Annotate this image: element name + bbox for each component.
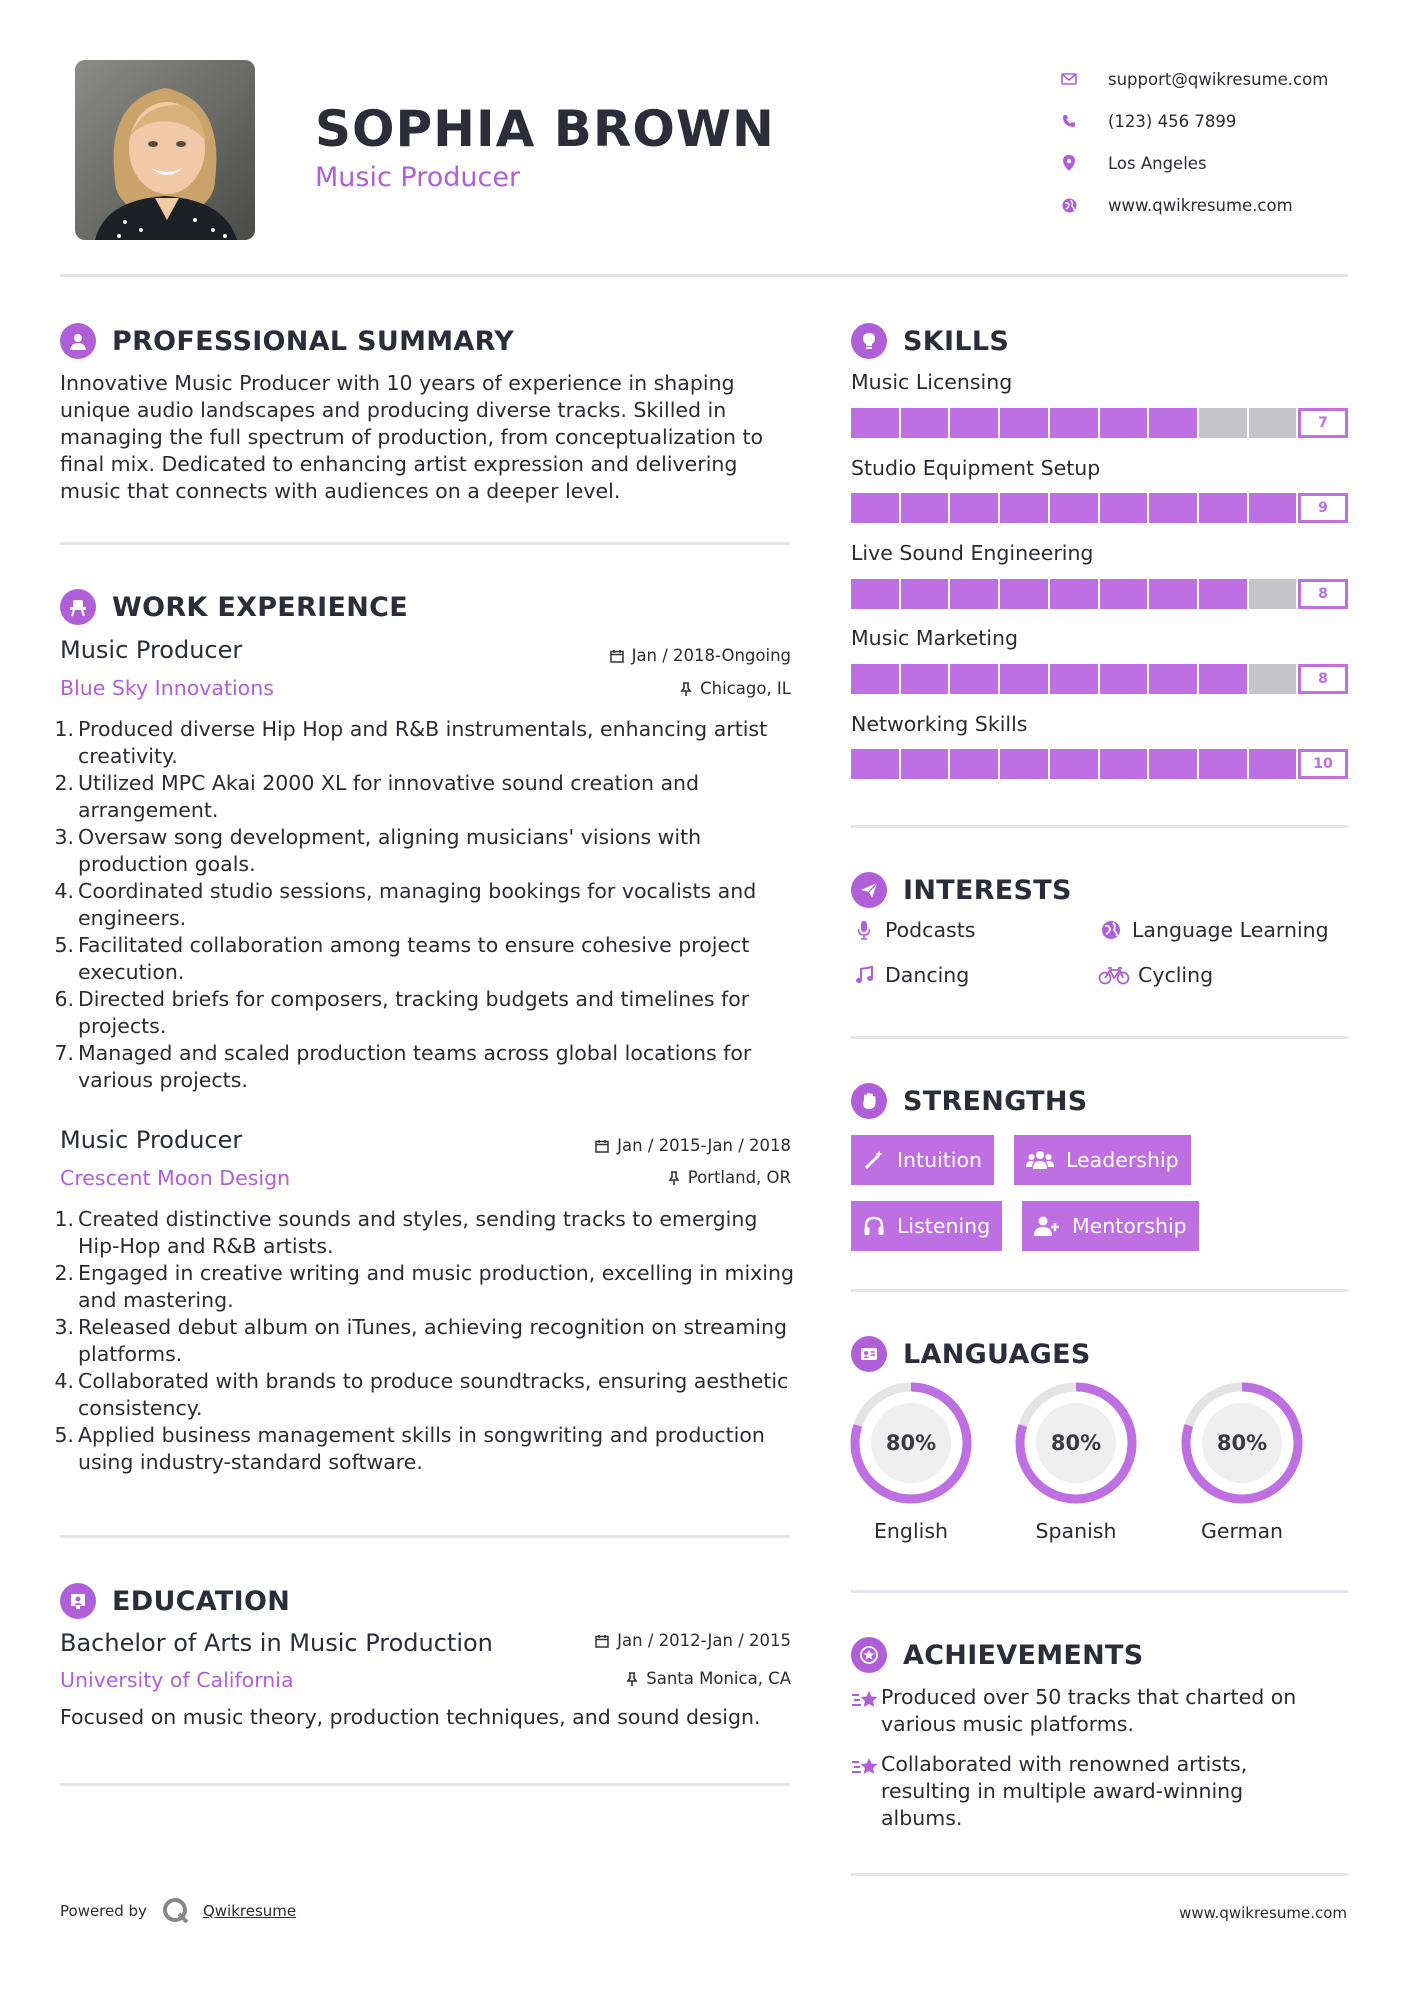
skill-bar-segment bbox=[950, 579, 998, 609]
experience-divider bbox=[60, 1535, 790, 1538]
interest-item: Podcasts bbox=[851, 918, 975, 942]
list-item: 1. Created distinctive sounds and styles, sending tracks to emerging Hip-Hop and R&B artists. bbox=[54, 1207, 758, 1258]
skill-bar-segment bbox=[901, 579, 949, 609]
lightbulb-icon bbox=[851, 323, 887, 359]
skill-bar-segment bbox=[1249, 493, 1297, 523]
job-company: Crescent Moon Design bbox=[60, 1166, 291, 1190]
list-item: 3. Released debut album on iTunes, achieving recognition on streaming platforms. bbox=[54, 1315, 787, 1366]
skill-bar-segment bbox=[851, 749, 899, 779]
list-item: 4. Coordinated studio sessions, managing bookings for vocalists and engineers. bbox=[54, 879, 757, 930]
skill-bar-segment bbox=[950, 664, 998, 694]
skill-bar-segment bbox=[1000, 579, 1048, 609]
skill-name: Studio Equipment Setup bbox=[851, 456, 1101, 480]
skill-bar-segment bbox=[1149, 408, 1197, 438]
qwikresume-logo-icon bbox=[161, 1896, 191, 1926]
education-description: Focused on music theory, production techniques, and sound design. bbox=[60, 1705, 761, 1729]
candidate-role: Music Producer bbox=[315, 162, 521, 193]
pin-icon bbox=[668, 1171, 680, 1185]
language-progress-ring: 80% bbox=[849, 1381, 973, 1505]
globe-icon bbox=[1098, 920, 1124, 940]
skill-bar-segment bbox=[1000, 493, 1048, 523]
skill-bar-segment bbox=[1100, 408, 1148, 438]
skill-bar bbox=[851, 749, 1348, 779]
skill-bar-segment bbox=[950, 749, 998, 779]
strength-tag: Listening bbox=[851, 1201, 1002, 1251]
bicycle-icon bbox=[1098, 965, 1130, 985]
skill-level-badge: 10 bbox=[1298, 749, 1348, 779]
calendar-icon bbox=[595, 1139, 609, 1153]
skill-bar-segment bbox=[1050, 579, 1098, 609]
paper-plane-icon bbox=[851, 872, 887, 908]
briefcase-icon bbox=[60, 589, 96, 625]
language-item bbox=[849, 1381, 973, 1543]
school-name: University of California bbox=[60, 1668, 294, 1692]
contact-location: Los Angeles bbox=[1050, 142, 1370, 184]
skill-bar-segment bbox=[950, 408, 998, 438]
list-item: 2. Utilized MPC Akai 2000 XL for innovative sound creation and arrangement. bbox=[54, 771, 700, 822]
job-location: Portland, OR bbox=[668, 1168, 791, 1187]
skill-bar-segment bbox=[1050, 408, 1098, 438]
job-bullets bbox=[54, 716, 800, 1094]
skill-bar-segment bbox=[1100, 749, 1148, 779]
user-icon bbox=[60, 323, 96, 359]
candidate-name: SOPHIA BROWN bbox=[315, 100, 775, 158]
skill-bar bbox=[851, 408, 1348, 438]
education-date: Jan / 2012-Jan / 2015 bbox=[595, 1631, 791, 1650]
header-divider bbox=[60, 274, 1348, 277]
star-icon bbox=[851, 1637, 887, 1673]
skill-bar-segment bbox=[1249, 408, 1297, 438]
shooting-star-icon bbox=[851, 1753, 881, 1832]
summary-heading: PROFESSIONAL SUMMARY bbox=[60, 323, 514, 359]
contact-block bbox=[1050, 58, 1370, 226]
language-progress-ring: 80% bbox=[1014, 1381, 1138, 1505]
interests-divider bbox=[851, 1036, 1348, 1039]
strength-tag: Mentorship bbox=[1022, 1201, 1199, 1251]
skill-bar-segment bbox=[851, 408, 899, 438]
skill-level-badge: 9 bbox=[1298, 493, 1348, 523]
degree-title: Bachelor of Arts in Music Production bbox=[60, 1629, 493, 1657]
skill-bar-segment bbox=[1249, 749, 1297, 779]
strength-tag: Leadership bbox=[1014, 1135, 1191, 1185]
skills-heading: SKILLS bbox=[851, 323, 1009, 359]
education-location: Santa Monica, CA bbox=[626, 1669, 791, 1688]
envelope-icon bbox=[1050, 73, 1088, 85]
list-item: 1. Produced diverse Hip Hop and R&B instrumentals, enhancing artist creativity. bbox=[54, 717, 768, 768]
skill-bar-segment bbox=[1249, 579, 1297, 609]
list-item: 3. Oversaw song development, aligning musicians' visions with production goals. bbox=[54, 825, 702, 876]
job-title: Music Producer bbox=[60, 1126, 243, 1154]
job-title: Music Producer bbox=[60, 636, 243, 664]
skill-bar-segment bbox=[950, 493, 998, 523]
skill-level-badge: 7 bbox=[1298, 408, 1348, 438]
skill-bar bbox=[851, 579, 1348, 609]
shooting-star-icon bbox=[851, 1686, 881, 1738]
list-item: 7. Managed and scaled production teams across global locations for various projects. bbox=[54, 1041, 752, 1092]
skills-divider bbox=[851, 825, 1348, 828]
skill-level-badge: 8 bbox=[1298, 579, 1348, 609]
skill-bar-segment bbox=[1100, 579, 1148, 609]
skill-bar-segment bbox=[1199, 579, 1247, 609]
skill-bar-segment bbox=[1149, 579, 1197, 609]
summary-text: Innovative Music Producer with 10 years of experience in shaping unique audio landscapes and producing diverse tracks. Skilled in managing the full spectrum of production, from conceptualization to final mix. Dedicated to enhancing artist expression and delivering music that connects with audiences on a deeper level. bbox=[60, 371, 764, 503]
skill-bar-segment bbox=[1050, 493, 1098, 523]
pin-icon bbox=[680, 682, 692, 696]
job-company: Blue Sky Innovations bbox=[60, 676, 274, 700]
skill-bar-segment bbox=[1050, 749, 1098, 779]
qwikresume-link[interactable]: Qwikresume bbox=[202, 1902, 297, 1920]
skill-bar-segment bbox=[1050, 664, 1098, 694]
skill-bar-segment bbox=[1000, 664, 1048, 694]
globe-icon bbox=[1050, 198, 1088, 213]
skill-bar bbox=[851, 664, 1348, 694]
skill-bar-segment bbox=[851, 664, 899, 694]
phone-icon bbox=[1050, 114, 1088, 128]
job-date: Jan / 2018-Ongoing bbox=[610, 646, 791, 665]
list-item: 5. Facilitated collaboration among teams to ensure cohesive project execution. bbox=[54, 933, 750, 984]
education-divider bbox=[60, 1783, 790, 1786]
achievements-divider bbox=[851, 1873, 1348, 1876]
skill-bar-segment bbox=[1199, 408, 1247, 438]
map-pin-icon bbox=[1050, 155, 1088, 171]
hand-fist-icon bbox=[851, 1083, 887, 1119]
skill-bar-segment bbox=[1249, 664, 1297, 694]
id-card-icon bbox=[851, 1336, 887, 1372]
magic-wand-icon bbox=[863, 1149, 885, 1171]
contact-phone[interactable]: (123) 456 7899 bbox=[1050, 100, 1370, 142]
contact-email[interactable]: support@qwikresume.com bbox=[1050, 58, 1370, 100]
languages-heading: LANGUAGES bbox=[851, 1336, 1091, 1372]
summary-divider bbox=[60, 542, 790, 545]
footer-website[interactable]: www.qwikresume.com bbox=[1179, 1904, 1347, 1922]
contact-website[interactable]: www.qwikresume.com bbox=[1050, 184, 1370, 226]
skill-bar-segment bbox=[1100, 664, 1148, 694]
user-plus-icon bbox=[1034, 1215, 1060, 1237]
languages-divider bbox=[851, 1590, 1348, 1593]
language-name: English bbox=[873, 1519, 949, 1543]
interests-heading: INTERESTS bbox=[851, 872, 1072, 908]
skill-bar-segment bbox=[1149, 749, 1197, 779]
pin-icon bbox=[626, 1672, 638, 1686]
list-item: 6. Directed briefs for composers, tracking budgets and timelines for projects. bbox=[54, 987, 750, 1038]
language-name: German bbox=[1200, 1519, 1284, 1543]
skill-bar-segment bbox=[1000, 749, 1048, 779]
profile-photo bbox=[75, 60, 255, 240]
skill-bar-segment bbox=[1199, 664, 1247, 694]
interest-item: Dancing bbox=[851, 963, 969, 987]
skill-bar-segment bbox=[1149, 493, 1197, 523]
skill-bar-segment bbox=[1000, 408, 1048, 438]
language-item bbox=[1180, 1381, 1304, 1543]
skill-bar-segment bbox=[1100, 493, 1148, 523]
skill-bar-segment bbox=[1149, 664, 1197, 694]
skill-level-badge: 8 bbox=[1298, 664, 1348, 694]
skill-bar bbox=[851, 493, 1348, 523]
skill-bar-segment bbox=[1199, 749, 1247, 779]
users-icon bbox=[1026, 1149, 1054, 1171]
strengths-heading: STRENGTHS bbox=[851, 1083, 1088, 1119]
education-heading: EDUCATION bbox=[60, 1583, 290, 1619]
skill-bar-segment bbox=[851, 579, 899, 609]
skill-name: Music Marketing bbox=[851, 626, 1019, 650]
graduation-icon bbox=[60, 1583, 96, 1619]
job-date: Jan / 2015-Jan / 2018 bbox=[595, 1136, 791, 1155]
achievement-item: Collaborated with renowned artists, resulting in multiple award-winning albums. bbox=[851, 1751, 1331, 1832]
skill-name: Live Sound Engineering bbox=[851, 541, 1094, 565]
footer-powered-by: Powered by Qwikresume bbox=[60, 1896, 296, 1926]
skill-name: Networking Skills bbox=[851, 712, 1028, 736]
experience-heading: WORK EXPERIENCE bbox=[60, 589, 408, 625]
achievement-item: Produced over 50 tracks that charted on various music platforms. bbox=[851, 1684, 1331, 1738]
strength-tag: Intuition bbox=[851, 1135, 994, 1185]
microphone-icon bbox=[851, 920, 877, 940]
skill-bar-segment bbox=[901, 664, 949, 694]
list-item: 2. Engaged in creative writing and music production, excelling in mixing and mastering. bbox=[54, 1261, 794, 1312]
interest-item: Language Learning bbox=[1098, 918, 1329, 942]
skill-bar-segment bbox=[901, 493, 949, 523]
language-progress-ring: 80% bbox=[1180, 1381, 1304, 1505]
list-item: 4. Collaborated with brands to produce soundtracks, ensuring aesthetic consistency. bbox=[54, 1369, 789, 1420]
job-bullets bbox=[54, 1206, 800, 1476]
calendar-icon bbox=[610, 649, 624, 663]
interest-item: Cycling bbox=[1098, 963, 1213, 987]
language-name: Spanish bbox=[1035, 1519, 1117, 1543]
music-note-icon bbox=[851, 965, 877, 985]
job-location: Chicago, IL bbox=[680, 679, 791, 698]
strengths-divider bbox=[851, 1289, 1348, 1292]
skill-bar-segment bbox=[1199, 493, 1247, 523]
skill-bar-segment bbox=[901, 749, 949, 779]
achievements-heading: ACHIEVEMENTS bbox=[851, 1637, 1144, 1673]
skill-bar-segment bbox=[901, 408, 949, 438]
skill-name: Music Licensing bbox=[851, 370, 1013, 394]
calendar-icon bbox=[595, 1634, 609, 1648]
headphones-icon bbox=[863, 1215, 885, 1237]
language-item bbox=[1014, 1381, 1138, 1543]
skill-bar-segment bbox=[851, 493, 899, 523]
list-item: 5. Applied business management skills in songwriting and production using industry-standard software. bbox=[54, 1423, 765, 1474]
